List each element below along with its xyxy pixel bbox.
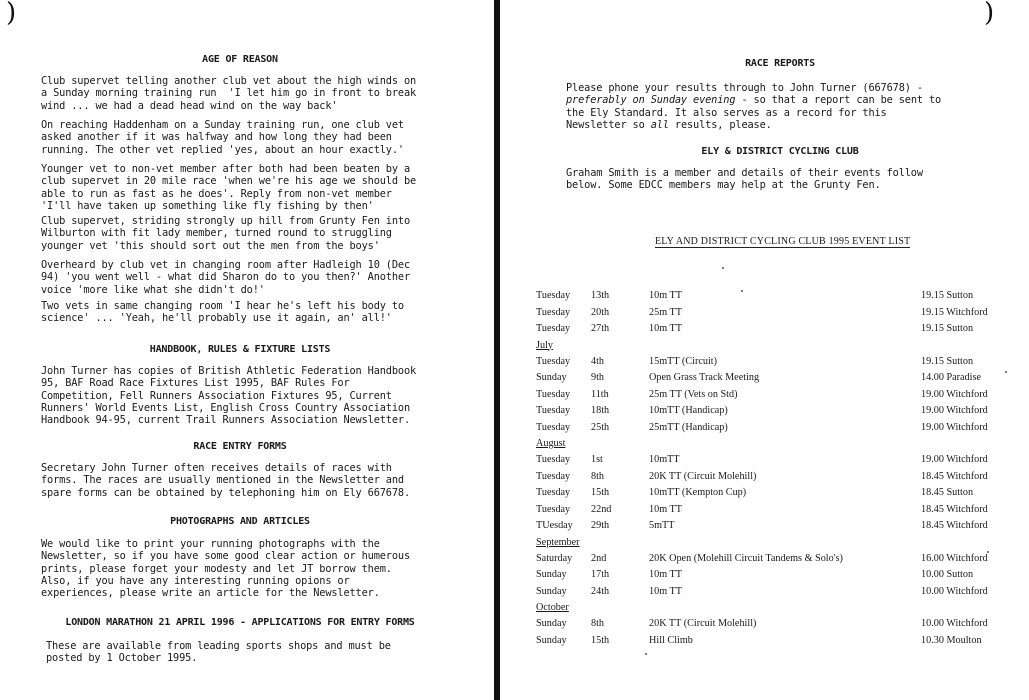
month-heading [536, 338, 1026, 354]
event-name: 25m TT (Vets on Std) [649, 388, 738, 400]
paragraph-line [566, 82, 941, 94]
event-name: 10m TT [649, 585, 682, 597]
paragraph-line: On reaching Haddenham on a Sunday training run, one club vet [41, 119, 404, 131]
paragraph-line: Club supervet, striding strongly up hill from Grunty Fen into [41, 215, 411, 227]
event-row [536, 452, 1026, 469]
event-date: 8th [591, 618, 605, 629]
binding-mark: ) [984, 0, 995, 28]
paragraph-line: spare forms can be obtained by telephoning him on Ely 667678. [41, 486, 411, 499]
paragraph-line: voice 'more like what she didn't do!' [41, 283, 265, 296]
event-day: TUesday [536, 520, 573, 531]
event-row [536, 288, 1026, 305]
paragraph-line: science' ... 'Yeah, he'll probably use it again, an' all!' [41, 312, 392, 325]
event-time-venue: 10.00 Sutton [921, 569, 974, 580]
event-time-venue: 10.30 Moulton [921, 634, 982, 646]
print-speck [722, 267, 724, 269]
paragraph-line: Wilburton with fit lady member, turned round to struggling [41, 227, 392, 240]
event-name: 10m TT [649, 323, 682, 334]
paragraph-line [566, 119, 941, 131]
event-time-venue: 14.00 Paradise [921, 372, 981, 383]
paragraph-line [566, 107, 941, 119]
event-time-venue: 19.00 Witchford [921, 454, 988, 465]
event-date: 18th [591, 405, 610, 416]
month-label: August [536, 438, 566, 449]
event-day: Tuesday [536, 290, 571, 301]
paragraph [41, 163, 416, 212]
paragraph-line: Two vets in same changing room 'I hear he's left his body to [41, 300, 404, 312]
month-label: October [536, 602, 569, 613]
emphasis-text: preferably on Sunday evening [566, 94, 736, 107]
event-date: 15th [591, 634, 610, 646]
event-name: 10m TT [649, 569, 682, 580]
paragraph-line: club supervet in 20 mile race 'when we're his age we should be [41, 175, 417, 188]
section-heading: RACE ENTRY FORMS [193, 441, 287, 452]
plain-text: results, please. [668, 118, 772, 131]
binding-mark: ) [6, 0, 17, 28]
event-row [536, 551, 1026, 568]
paragraph-line [566, 94, 941, 106]
plain-text: Newsletter so [566, 118, 651, 131]
event-name: Open Grass Track Meeting [649, 372, 760, 383]
event-date: 29th [591, 520, 610, 531]
event-date: 24th [591, 585, 610, 597]
paragraph-line: Overheard by club vet in changing room after Hadleigh 10 (Dec [41, 259, 411, 271]
event-day: Tuesday [536, 503, 571, 515]
event-date: 22nd [591, 503, 612, 515]
paragraph-line: Younger vet to non-vet member after both had been beaten by a [41, 163, 411, 175]
event-row [536, 305, 1026, 322]
plain-text: the Ely Standard. It also serves as a record for this [566, 106, 887, 119]
paragraph-line: We would like to print your running photographs with the [41, 538, 380, 550]
event-time-venue: 10.00 Witchford [921, 618, 988, 629]
event-row [536, 616, 1026, 633]
paragraph [41, 215, 410, 252]
paragraph-line: running. The other vet replied 'yes, about an hour exactly.' [41, 143, 404, 156]
event-day: Tuesday [536, 306, 571, 318]
paragraph-line: Newsletter, so if you have some good clear action or humerous [41, 550, 411, 563]
event-list [536, 288, 1026, 649]
paragraph-line: prints, please forget your modesty and let JT borrow them. [41, 562, 392, 575]
print-speck [987, 551, 989, 553]
event-name: 15mTT (Circuit) [649, 355, 717, 367]
event-day: Sunday [536, 585, 567, 597]
event-name: 20K TT (Circuit Molehill) [649, 470, 757, 482]
event-row [536, 403, 1026, 420]
paragraph-line: Competition, Fell Runners Association Fixtures 95, Current [41, 389, 392, 402]
paragraph-line: forms. The races are usually mentioned in the Newsletter and [41, 474, 404, 487]
paragraph-line: wind ... we had a dead head wind on the way back' [41, 99, 338, 112]
event-list-title: ELY AND DISTRICT CYCLING CLUB 1995 EVENT LIST [655, 236, 911, 247]
event-row [536, 567, 1026, 584]
event-date: 25th [591, 421, 610, 433]
event-name: 10mTT [649, 454, 680, 465]
event-row [536, 370, 1026, 387]
event-day: Sunday [536, 569, 567, 580]
event-row [536, 518, 1026, 535]
event-date: 20th [591, 306, 610, 318]
paragraph-line: Also, if you have any interesting running opions or [41, 574, 350, 587]
event-time-venue: 19.00 Witchford [921, 388, 988, 400]
event-row [536, 321, 1026, 338]
paragraph-line: able to run as fast as he does'. Reply from non-vet member [41, 187, 392, 200]
event-day: Tuesday [536, 323, 571, 334]
event-day: Tuesday [536, 487, 571, 498]
event-date: 8th [591, 470, 605, 482]
paragraph-line: a Sunday morning training run 'I let him go in front to break [41, 87, 417, 100]
print-speck [645, 653, 647, 655]
plain-text: - so that a report can be sent to [735, 94, 942, 107]
event-time-venue: 19.15 Witchford [921, 306, 988, 318]
event-name: 20K TT (Circuit Molehill) [649, 618, 757, 629]
event-day: Tuesday [536, 388, 571, 400]
event-name: 20K Open (Molehill Circuit Tandems & Solo's) [649, 552, 843, 564]
right-page [500, 0, 1029, 700]
paragraph-line: These are available from leading sports shops and must be [46, 640, 391, 652]
event-name: 25m TT [649, 306, 682, 318]
print-speck [741, 290, 743, 292]
paragraph-line: 94) 'you went well - what did Sharon do to you then?' Another [41, 271, 411, 284]
event-row [536, 420, 1026, 437]
event-day: Tuesday [536, 355, 571, 367]
paragraph [41, 75, 416, 112]
event-time-venue: 19.00 Witchford [921, 421, 988, 433]
paragraph [46, 640, 391, 665]
month-heading [536, 600, 1026, 616]
section-heading: HANDBOOK, RULES & FIXTURE LISTS [149, 344, 331, 355]
event-name: 10m TT [649, 503, 682, 515]
event-name: 5mTT [649, 520, 675, 531]
event-time-venue: 18.45 Witchford [921, 503, 988, 515]
event-day: Tuesday [536, 421, 571, 433]
section-heading: AGE OF REASON [202, 54, 278, 65]
event-row [536, 387, 1026, 404]
event-row [536, 354, 1026, 371]
event-date: 2nd [591, 552, 607, 564]
paragraph [41, 538, 410, 599]
edcc-heading: ELY & DISTRICT CYCLING CLUB [701, 146, 859, 157]
event-name: 10m TT [649, 290, 682, 301]
event-name: 25mTT (Handicap) [649, 421, 728, 433]
event-time-venue: 19.15 Sutton [921, 323, 974, 334]
event-row [536, 469, 1026, 486]
event-time-venue: 18.45 Witchford [921, 520, 988, 531]
event-day: Tuesday [536, 454, 571, 465]
paragraph-line: 'I'll have taken up something like fly fishing by then' [41, 199, 374, 212]
event-date: 4th [591, 355, 605, 367]
event-date: 11th [591, 388, 609, 400]
paragraph [41, 462, 410, 499]
paragraph-line: Club supervet telling another club vet about the high winds on [41, 75, 417, 87]
paragraph-line: Runners' World Events List, English Cross Country Association [41, 401, 411, 414]
month-heading [536, 535, 1026, 551]
event-day: Tuesday [536, 470, 571, 482]
paragraph-line: younger vet 'this should sort out the men from the boys' [41, 239, 380, 252]
event-date: 17th [591, 569, 610, 580]
event-date: 1st [591, 454, 603, 465]
event-row [536, 502, 1026, 519]
month-heading [536, 436, 1026, 452]
edcc-body [566, 167, 923, 192]
event-day: Sunday [536, 372, 567, 383]
section-heading: LONDON MARATHON 21 APRIL 1996 - APPLICATIONS FOR ENTRY FORMS [65, 617, 415, 628]
paragraph-line: below. Some EDCC members may help at the Grunty Fen. [566, 179, 881, 192]
paragraph [41, 119, 404, 156]
section-heading: PHOTOGRAPHS AND ARTICLES [170, 516, 310, 527]
event-day: Sunday [536, 634, 567, 646]
race-reports-heading: RACE REPORTS [745, 58, 815, 69]
paragraph-line: Handbook 94-95, current Trail Runners Association Newsletter. [41, 414, 411, 427]
paragraph-line: experiences, please write an article for the Newsletter. [41, 587, 380, 600]
plain-text: Please phone your results through to John Turner (667678) - [566, 82, 923, 94]
event-name: 10mTT (Handicap) [649, 405, 728, 416]
event-time-venue: 19.15 Sutton [921, 290, 974, 301]
event-time-venue: 19.15 Sutton [921, 355, 974, 367]
paragraph-line: posted by 1 October 1995. [46, 652, 198, 665]
event-date: 15th [591, 487, 610, 498]
paragraph [41, 300, 404, 325]
event-name: 10mTT (Kempton Cup) [649, 487, 747, 498]
event-time-venue: 19.00 Witchford [921, 405, 988, 416]
paragraph [41, 365, 416, 426]
event-row [536, 633, 1026, 650]
event-date: 13th [591, 290, 610, 301]
event-date: 27th [591, 323, 610, 334]
paragraph-line: asked another if it was halfway and how long they had been [41, 131, 392, 144]
emphasis-text: all [650, 118, 669, 131]
event-day: Saturday [536, 552, 573, 564]
event-row [536, 485, 1026, 502]
month-label: September [536, 536, 580, 548]
left-page [0, 0, 494, 700]
event-time-venue: 18.45 Sutton [921, 487, 974, 498]
paragraph [41, 259, 410, 296]
event-day: Tuesday [536, 405, 571, 416]
event-date: 9th [591, 372, 605, 383]
event-name: Hill Climb [649, 634, 693, 646]
paragraph-line: John Turner has copies of British Athletic Federation Handbook [41, 365, 417, 377]
month-label: July [536, 339, 553, 351]
event-time-venue: 16.00 Witchford [921, 552, 988, 564]
print-speck [1005, 371, 1007, 373]
event-time-venue: 10.00 Witchford [921, 585, 988, 597]
event-day: Sunday [536, 618, 567, 629]
event-row [536, 584, 1026, 601]
event-time-venue: 18.45 Witchford [921, 470, 988, 482]
paragraph-line: Graham Smith is a member and details of their events follow [566, 167, 923, 179]
paragraph-line: Secretary John Turner often receives details of races with [41, 462, 392, 474]
paragraph-line: 95, BAF Road Race Fixtures List 1995, BAF Rules For [41, 377, 350, 390]
race-reports-body [566, 82, 941, 131]
